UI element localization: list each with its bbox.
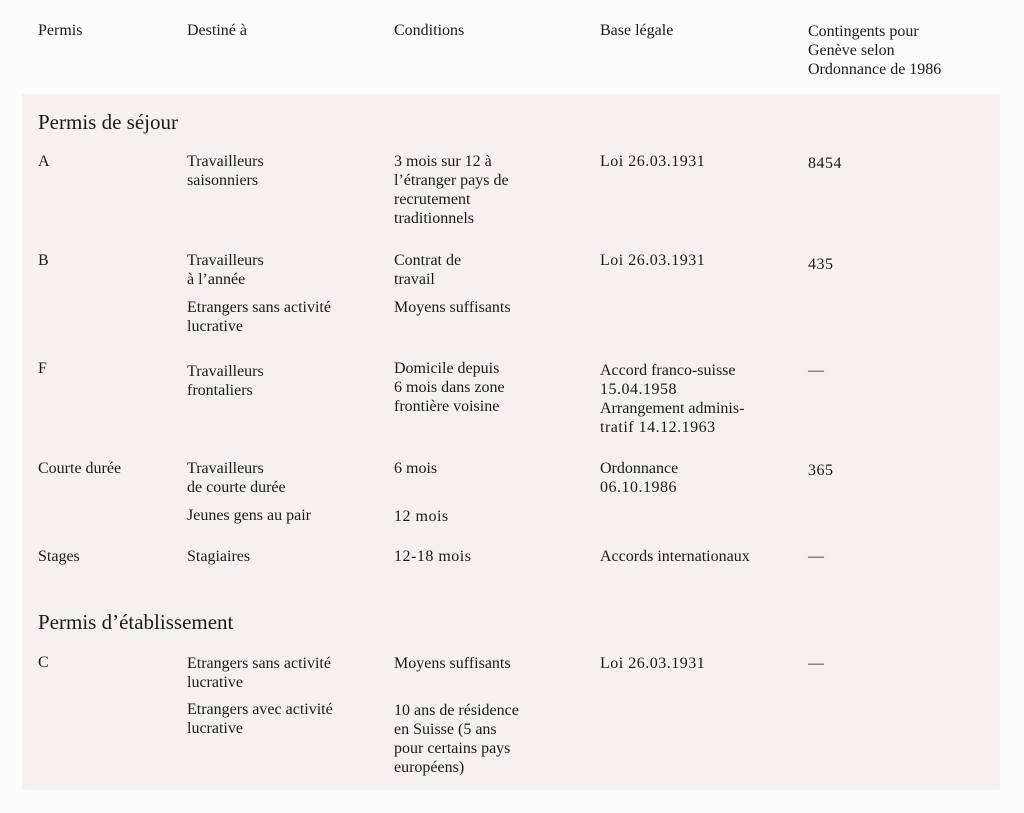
section-title-etablissement: Permis d’établissement (38, 610, 234, 634)
row-a-cond-line2: l’étranger pays de (394, 172, 509, 189)
row-b-cond-line1: Contrat de (394, 252, 462, 269)
row-a-cond-line4: traditionnels (394, 210, 474, 227)
row-courte-contingent: 365 (808, 462, 834, 479)
row-a-destine-line2: saisonniers (187, 172, 259, 189)
table-body-panel (22, 94, 1000, 790)
row-a-cond-line3: recrutement (394, 191, 471, 208)
row-a-permis: A (38, 153, 50, 170)
row-b-destine2-line1: Etrangers sans activité (187, 299, 331, 316)
row-stages-destine: Stagiaires (187, 548, 251, 565)
row-c-contingent: — (808, 655, 824, 672)
header-destine: Destiné à (187, 22, 247, 39)
row-f-permis: F (38, 360, 47, 377)
row-b-contingent: 435 (808, 256, 834, 273)
row-a-contingent: 8454 (808, 155, 842, 172)
header-conditions: Conditions (394, 22, 465, 39)
row-f-cond-line1: Domicile depuis (394, 360, 500, 377)
row-f-contingent: — (808, 362, 824, 379)
row-c-destine2-line2: lucrative (187, 720, 243, 737)
header-contingents-line2: Genève selon (808, 42, 895, 59)
row-stages-base: Accords internationaux (600, 548, 750, 565)
row-courte-base-line1: Ordonnance (600, 460, 679, 477)
row-stages-contingent: — (808, 548, 824, 565)
row-c-cond2-line4: européens) (394, 759, 465, 776)
row-courte-base-line2: 06.10.1986 (600, 479, 677, 496)
row-c-destine-line1: Etrangers sans activité (187, 655, 331, 672)
row-b-destine2-line2: lucrative (187, 318, 243, 335)
row-c-cond2-line3: pour certains pays (394, 740, 511, 757)
row-c-cond2-line1: 10 ans de résidence (394, 702, 519, 719)
row-c-base: Loi 26.03.1931 (600, 655, 706, 672)
row-a-base: Loi 26.03.1931 (600, 153, 706, 170)
row-f-base-line1: Accord franco-suisse (600, 362, 736, 379)
row-courte-destine2: Jeunes gens au pair (187, 507, 311, 524)
row-b-destine-line2: à l’année (187, 271, 246, 288)
row-c-permis: C (38, 654, 49, 671)
header-contingents-line1: Contingents pour (808, 23, 919, 40)
row-c-cond2-line2: en Suisse (5 ans (394, 721, 497, 738)
row-c-destine2-line1: Etrangers avec activité (187, 701, 333, 718)
row-b-permis: B (38, 252, 49, 269)
section-title-sejour: Permis de séjour (38, 110, 178, 134)
row-courte-cond2: 12 mois (394, 508, 449, 525)
row-b-destine-line1: Travailleurs (187, 252, 264, 269)
row-f-cond-line2: 6 mois dans zone (394, 379, 505, 396)
row-c-cond: Moyens suffisants (394, 655, 511, 672)
row-f-destine-line1: Travailleurs (187, 363, 264, 380)
row-a-cond-line1: 3 mois sur 12 à (394, 153, 492, 170)
row-stages-cond: 12-18 mois (394, 548, 472, 565)
row-f-base-line2: 15.04.1958 (600, 381, 677, 398)
row-courte-destine-line1: Travailleurs (187, 460, 264, 477)
row-f-base-line3: Arrangement adminis- (600, 400, 745, 417)
row-f-destine-line2: frontaliers (187, 382, 253, 399)
row-f-cond-line3: frontière voisine (394, 398, 500, 415)
row-courte-cond: 6 mois (394, 460, 438, 477)
row-stages-permis: Stages (38, 548, 80, 565)
row-b-cond2: Moyens suffisants (394, 299, 511, 316)
header-permis: Permis (38, 22, 83, 39)
header-contingents-line3: Ordonnance de 1986 (808, 61, 942, 78)
row-f-base-line4: tratif 14.12.1963 (600, 419, 716, 436)
row-a-destine-line1: Travailleurs (187, 153, 264, 170)
row-b-base: Loi 26.03.1931 (600, 252, 706, 269)
row-courte-permis: Courte durée (38, 460, 122, 477)
row-c-destine-line2: lucrative (187, 674, 243, 691)
row-courte-destine-line2: de courte durée (187, 479, 286, 496)
header-base-legale: Base légale (600, 22, 674, 39)
row-b-cond-line2: travail (394, 271, 435, 288)
